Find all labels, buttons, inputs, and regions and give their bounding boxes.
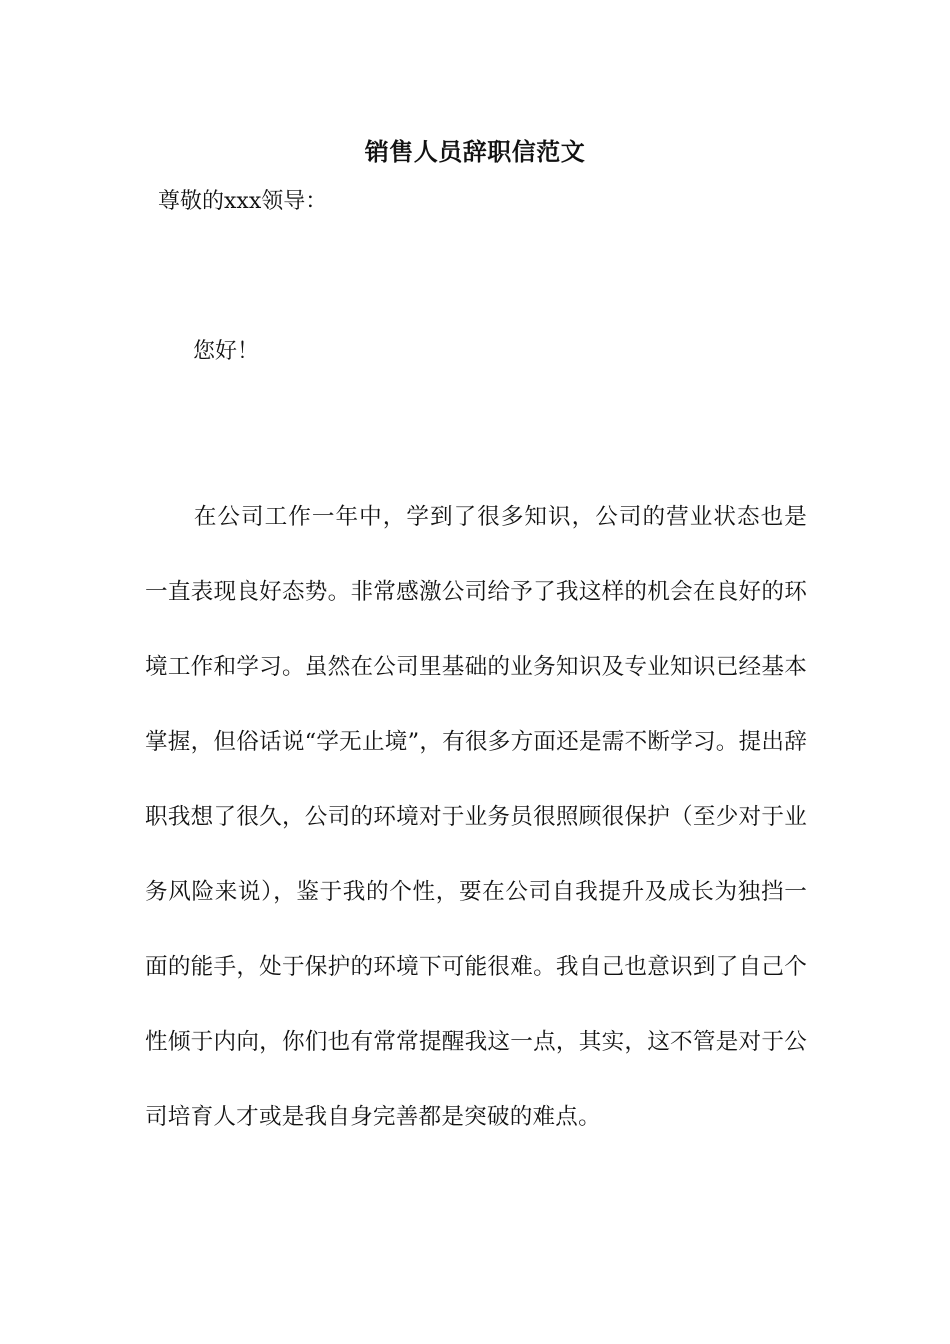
document-title: 销售人员辞职信范文: [364, 137, 586, 166]
salutation-line: 尊敬的xxx领导：: [158, 189, 328, 214]
greeting-line: 您好！: [193, 339, 260, 364]
body-paragraph-text: 在公司工作一年中，学到了很多知识，公司的营业状态也是一直表现良好态势。非常感激公司给予了我这样的机会在良好的环境工作和学习。虽然在公司里基础的业务知识及专业知识已经基本掌握，但俗话说“学无止境”，有很多方面还是需不断学习。提出辞职我想了很久，公司的环境对于业务员很照顾很保护（至少对于业务风险来说），鉴于我的个性，要在公司自我提升及成长为独挡一面的能手，处于保护的环境下可能很难。我自己也意识到了自己个性倾于内向，你们也有常常提醒我这一点，其实，这不管是对于公司培育人才或是我自身完善都是突破的难点。: [145, 504, 807, 1130]
body-paragraph: [145, 480, 807, 1155]
